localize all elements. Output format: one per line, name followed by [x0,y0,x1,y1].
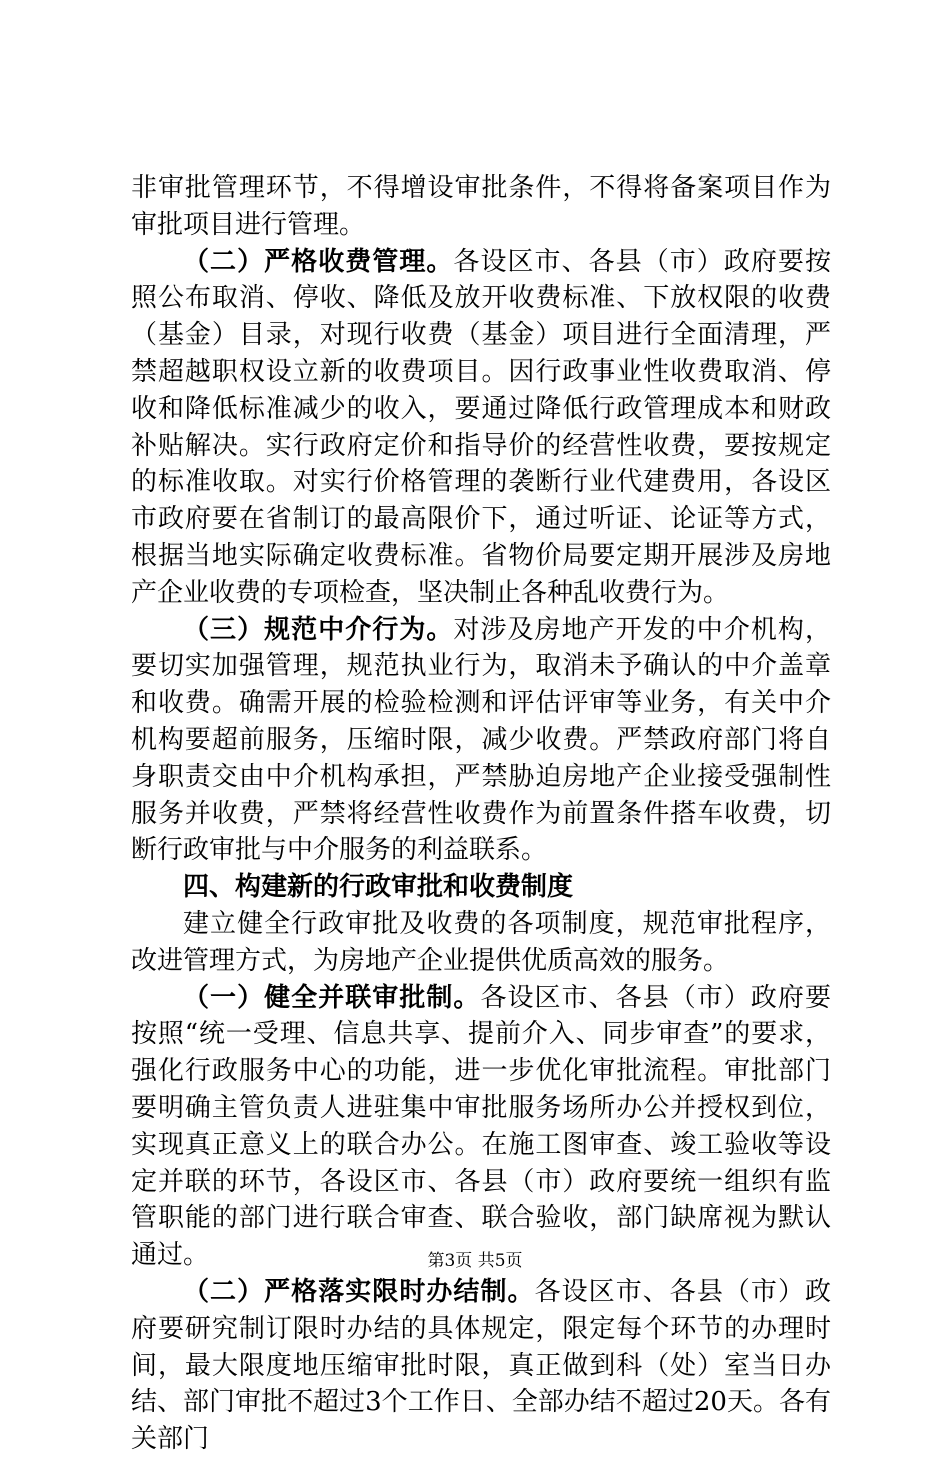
paragraph-lead: （三）规范中介行为。 [183,614,454,645]
paragraph-intermediary [131,612,831,870]
paragraph-lead: （二）严格收费管理。 [183,246,454,277]
paragraph-continuation [131,170,831,244]
paragraph-text: 各设区市、各县（市）政府要按照“统一受理、信息共享、提前介入、同步审查”的要求，强化行政服务中心的功能，进一步优化审批流程。审批部门要明确主管负责人进驻集中审批服务场所办公并授权到位，实现真正意义上的联合办公。在施工图审查、竣工验收等设定并联的环节，各设区市、各县（市）政府要统一组织有监管职能的部门进行联合审查、联合验收，部门缺席视为默认通过。 [131,982,831,1271]
paragraph-intro [131,906,831,980]
paragraph-text: 各设区市、各县（市）政府要研究制订限时办结的具体规定，限定每个环节的办理时间，最大限度地压缩审批时限，真正做到科（处）室当日办结、部门审批不超过3个工作日、全部办结不超过20天。各有关部门 [131,1276,831,1455]
paragraph-parallel-approval [131,980,831,1274]
page-footer [0,1246,950,1271]
paragraph-text: 各设区市、各县（市）政府要按照公布取消、停收、降低及放开收费标准、下放权限的收费（基金）目录，对现行收费（基金）项目进行全面清理，严禁超越职权设立新的收费项目。因行政事业性收费取消、停收和降低标准减少的收入，要通过降低行政管理成本和财政补贴解决。实行政府定价和指导价的经营性收费，要按规定的标准收取。对实行价格管理的袭断行业代建费用，各设区市政府要在省制订的最高限价下，通过听证、论证等方式，根据当地实际确定收费标准。省物价局要定期开展涉及房地产企业收费的专项检查，坚决制止各种乱收费行为。 [131,246,831,608]
paragraph-text: 非审批管理环节，不得增设审批条件，不得将备案项目作为审批项目进行管理。 [131,173,831,240]
paragraph-time-limit [131,1274,831,1458]
paragraph-lead: （二）严格落实限时办结制。 [183,1276,535,1307]
paragraph-text: 建立健全行政审批及收费的各项制度，规范审批程序，改进管理方式，为房地产企业提供优质高效的服务。 [131,908,831,976]
paragraph-text: 对涉及房地产开发的中介机构，要切实加强管理，规范执业行为，取消未予确认的中介盖章和收费。确需开展的检验检测和评估评审等业务，有关中介机构要超前服务，压缩时限，减少收费。严禁政府部门将自身职责交由中介机构承担，严禁胁迫房地产企业接受强制性服务并收费，严禁将经营性收费作为前置条件搭车收费，切断行政审批与中介服务的利益联系。 [131,614,831,866]
section-heading: 四、构建新的行政审批和收费制度 [183,872,574,903]
page-number: 第3页 共5页 [427,1251,523,1271]
paragraph-fee-management [131,244,831,612]
paragraph-lead: （一）健全并联审批制。 [183,982,481,1013]
